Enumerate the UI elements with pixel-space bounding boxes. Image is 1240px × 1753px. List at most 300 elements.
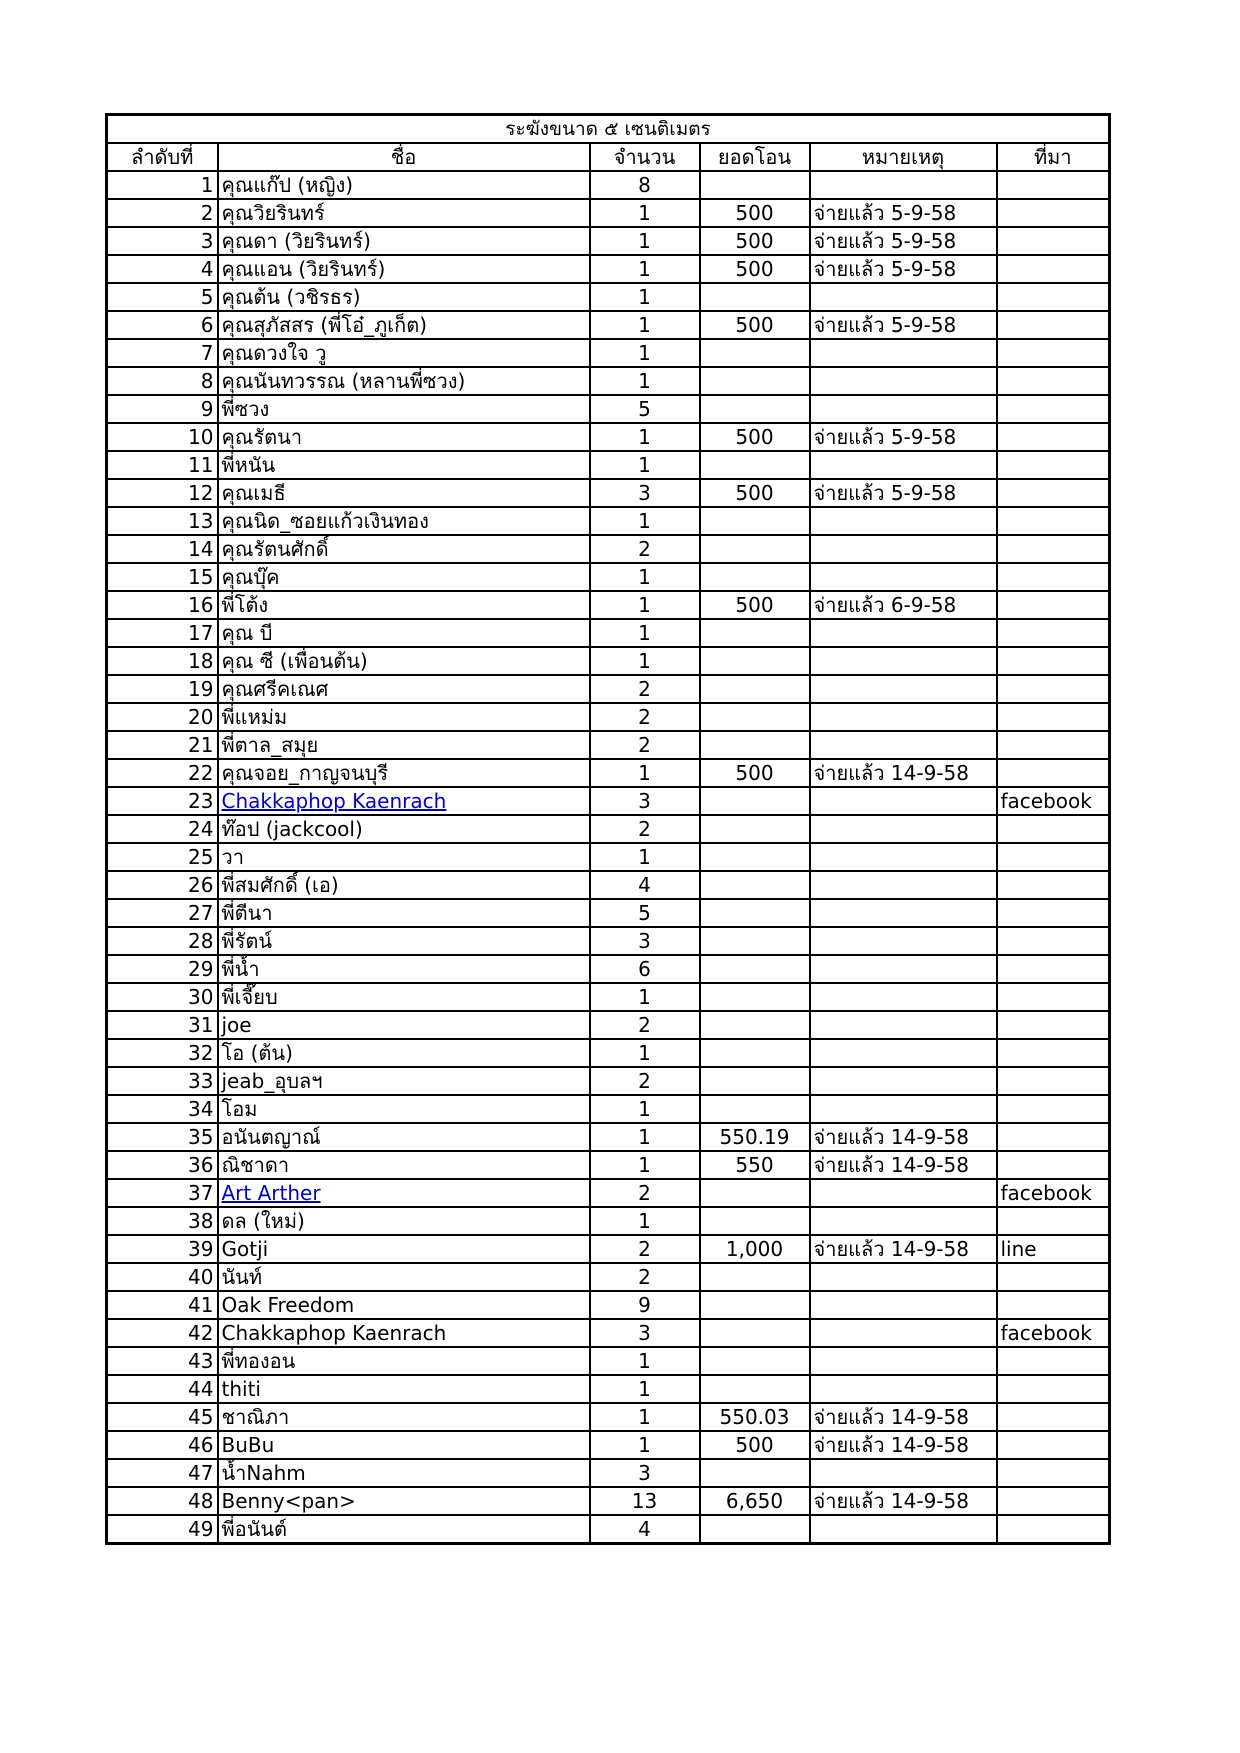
cell-source xyxy=(997,451,1110,479)
cell-note xyxy=(810,1347,997,1375)
cell-name: คุณสุภัสสร (พี่โอ๋_ภูเก็ต) xyxy=(218,311,590,339)
cell-name: joe xyxy=(218,1011,590,1039)
cell-source xyxy=(997,1039,1110,1067)
cell-note: จ่ายแล้ว 5-9-58 xyxy=(810,311,997,339)
cell-amount xyxy=(700,339,810,367)
cell-no: 13 xyxy=(107,507,218,535)
cell-qty: 9 xyxy=(590,1291,700,1319)
cell-source xyxy=(997,899,1110,927)
cell-qty: 1 xyxy=(590,563,700,591)
cell-amount: 500 xyxy=(700,227,810,255)
cell-source xyxy=(997,507,1110,535)
column-header-no: ลำดับที่ xyxy=(107,143,218,171)
cell-qty: 2 xyxy=(590,535,700,563)
table-row xyxy=(107,283,1110,311)
order-table xyxy=(105,113,1111,1545)
cell-source xyxy=(997,563,1110,591)
cell-source xyxy=(997,591,1110,619)
table-row xyxy=(107,1347,1110,1375)
cell-no: 33 xyxy=(107,1067,218,1095)
cell-amount xyxy=(700,451,810,479)
cell-amount xyxy=(700,1039,810,1067)
cell-no: 2 xyxy=(107,199,218,227)
cell-no: 4 xyxy=(107,255,218,283)
cell-qty: 1 xyxy=(590,1039,700,1067)
cell-note xyxy=(810,703,997,731)
cell-name: คุณบุ๊ค xyxy=(218,563,590,591)
cell-source xyxy=(997,1291,1110,1319)
cell-source xyxy=(997,171,1110,199)
cell-amount: 500 xyxy=(700,255,810,283)
cell-qty: 2 xyxy=(590,1179,700,1207)
cell-source xyxy=(997,675,1110,703)
cell-source xyxy=(997,535,1110,563)
table-row xyxy=(107,927,1110,955)
cell-note: จ่ายแล้ว 5-9-58 xyxy=(810,423,997,451)
cell-no: 5 xyxy=(107,283,218,311)
cell-source xyxy=(997,731,1110,759)
table-row xyxy=(107,1487,1110,1515)
cell-no: 16 xyxy=(107,591,218,619)
cell-qty: 5 xyxy=(590,395,700,423)
cell-qty: 1 xyxy=(590,423,700,451)
cell-amount xyxy=(700,367,810,395)
cell-no: 37 xyxy=(107,1179,218,1207)
cell-no: 40 xyxy=(107,1263,218,1291)
cell-note xyxy=(810,563,997,591)
cell-amount xyxy=(700,843,810,871)
column-header-qty: จำนวน xyxy=(590,143,700,171)
cell-no: 27 xyxy=(107,899,218,927)
table-row xyxy=(107,507,1110,535)
cell-note xyxy=(810,1263,997,1291)
cell-amount: 500 xyxy=(700,1431,810,1459)
cell-no: 47 xyxy=(107,1459,218,1487)
cell-amount xyxy=(700,507,810,535)
cell-no: 6 xyxy=(107,311,218,339)
cell-qty: 1 xyxy=(590,339,700,367)
cell-note xyxy=(810,787,997,815)
cell-source: facebook xyxy=(997,1319,1110,1347)
table-row xyxy=(107,479,1110,507)
cell-no: 8 xyxy=(107,367,218,395)
cell-note xyxy=(810,367,997,395)
table-row xyxy=(107,871,1110,899)
table-row xyxy=(107,451,1110,479)
cell-amount xyxy=(700,675,810,703)
table-row xyxy=(107,1459,1110,1487)
table-row xyxy=(107,703,1110,731)
cell-qty: 1 xyxy=(590,1151,700,1179)
cell-no: 26 xyxy=(107,871,218,899)
cell-source xyxy=(997,1011,1110,1039)
cell-amount xyxy=(700,563,810,591)
cell-no: 48 xyxy=(107,1487,218,1515)
cell-name: ชาณิภา xyxy=(218,1403,590,1431)
cell-no: 38 xyxy=(107,1207,218,1235)
cell-qty: 3 xyxy=(590,479,700,507)
cell-amount xyxy=(700,1095,810,1123)
cell-no: 3 xyxy=(107,227,218,255)
column-header-note: หมายเหตุ xyxy=(810,143,997,171)
cell-name: พี่น้ำ xyxy=(218,955,590,983)
name-link[interactable]: Chakkaphop Kaenrach xyxy=(221,789,447,813)
cell-amount: 500 xyxy=(700,199,810,227)
cell-no: 1 xyxy=(107,171,218,199)
cell-no: 30 xyxy=(107,983,218,1011)
table-row xyxy=(107,1291,1110,1319)
cell-amount xyxy=(700,1179,810,1207)
table-row xyxy=(107,619,1110,647)
table-row xyxy=(107,787,1110,815)
cell-source xyxy=(997,423,1110,451)
cell-amount: 1,000 xyxy=(700,1235,810,1263)
cell-note xyxy=(810,1039,997,1067)
table-row xyxy=(107,815,1110,843)
cell-note xyxy=(810,171,997,199)
cell-qty: 1 xyxy=(590,255,700,283)
cell-note xyxy=(810,1207,997,1235)
cell-name: คุณดวงใจ วู xyxy=(218,339,590,367)
cell-source xyxy=(997,1431,1110,1459)
cell-note xyxy=(810,1459,997,1487)
cell-amount xyxy=(700,1515,810,1544)
table-row xyxy=(107,227,1110,255)
cell-source xyxy=(997,1123,1110,1151)
cell-amount xyxy=(700,283,810,311)
cell-name: คุณแก๊ป (หญิง) xyxy=(218,171,590,199)
cell-name: พี่อนันต์ xyxy=(218,1515,590,1544)
cell-source: facebook xyxy=(997,787,1110,815)
cell-source xyxy=(997,1375,1110,1403)
cell-note xyxy=(810,535,997,563)
name-link[interactable]: Art Arther xyxy=(221,1181,321,1205)
cell-no: 49 xyxy=(107,1515,218,1544)
cell-source xyxy=(997,227,1110,255)
cell-qty: 1 xyxy=(590,983,700,1011)
cell-qty: 2 xyxy=(590,1263,700,1291)
cell-name: วา xyxy=(218,843,590,871)
cell-no: 23 xyxy=(107,787,218,815)
cell-source xyxy=(997,311,1110,339)
cell-name: คุณนันทวรรณ (หลานพี่ซวง) xyxy=(218,367,590,395)
cell-no: 44 xyxy=(107,1375,218,1403)
cell-qty: 1 xyxy=(590,1347,700,1375)
cell-amount: 500 xyxy=(700,479,810,507)
table-row xyxy=(107,1319,1110,1347)
cell-amount xyxy=(700,1011,810,1039)
cell-note xyxy=(810,647,997,675)
cell-qty: 4 xyxy=(590,871,700,899)
table-row xyxy=(107,1179,1110,1207)
cell-source xyxy=(997,339,1110,367)
table-title: ระฆังขนาด ๕ เซนติเมตร xyxy=(107,115,1110,144)
cell-amount xyxy=(700,1263,810,1291)
cell-name: โอ (ต้น) xyxy=(218,1039,590,1067)
cell-note xyxy=(810,507,997,535)
cell-amount xyxy=(700,395,810,423)
cell-source xyxy=(997,1487,1110,1515)
cell-qty: 1 xyxy=(590,507,700,535)
cell-no: 45 xyxy=(107,1403,218,1431)
table-row xyxy=(107,1123,1110,1151)
cell-name: โอม xyxy=(218,1095,590,1123)
cell-name: คุณวิยรินทร์ xyxy=(218,199,590,227)
cell-qty: 1 xyxy=(590,451,700,479)
cell-qty: 5 xyxy=(590,899,700,927)
cell-name: คุณศรีคเณศ xyxy=(218,675,590,703)
cell-name: คุณรัตนศักดิ์ xyxy=(218,535,590,563)
table-row xyxy=(107,1151,1110,1179)
cell-qty: 1 xyxy=(590,1375,700,1403)
cell-source xyxy=(997,815,1110,843)
cell-amount xyxy=(700,731,810,759)
cell-note xyxy=(810,1067,997,1095)
cell-qty: 8 xyxy=(590,171,700,199)
cell-name: คุณ บี xyxy=(218,619,590,647)
cell-source xyxy=(997,871,1110,899)
cell-qty: 2 xyxy=(590,1011,700,1039)
cell-source xyxy=(997,1347,1110,1375)
cell-qty: 1 xyxy=(590,283,700,311)
cell-qty: 6 xyxy=(590,955,700,983)
table-row xyxy=(107,983,1110,1011)
cell-amount xyxy=(700,535,810,563)
cell-name: Oak Freedom xyxy=(218,1291,590,1319)
cell-amount xyxy=(700,1459,810,1487)
cell-source xyxy=(997,927,1110,955)
cell-amount xyxy=(700,1347,810,1375)
cell-name xyxy=(218,787,590,815)
cell-note xyxy=(810,843,997,871)
table-row xyxy=(107,1375,1110,1403)
cell-note xyxy=(810,675,997,703)
cell-amount xyxy=(700,815,810,843)
cell-source xyxy=(997,703,1110,731)
cell-qty: 2 xyxy=(590,1067,700,1095)
table-row xyxy=(107,339,1110,367)
table-row xyxy=(107,1067,1110,1095)
cell-note xyxy=(810,1011,997,1039)
cell-note xyxy=(810,955,997,983)
cell-name: พี่หนัน xyxy=(218,451,590,479)
cell-no: 20 xyxy=(107,703,218,731)
title-row xyxy=(107,115,1110,144)
cell-qty: 2 xyxy=(590,815,700,843)
cell-amount xyxy=(700,787,810,815)
cell-no: 24 xyxy=(107,815,218,843)
cell-no: 35 xyxy=(107,1123,218,1151)
cell-amount: 500 xyxy=(700,759,810,787)
cell-amount xyxy=(700,927,810,955)
cell-note xyxy=(810,1291,997,1319)
cell-qty: 1 xyxy=(590,227,700,255)
cell-name: พี่ตาล_สมุย xyxy=(218,731,590,759)
cell-name: น้ำNahm xyxy=(218,1459,590,1487)
table-row xyxy=(107,535,1110,563)
cell-amount: 550.19 xyxy=(700,1123,810,1151)
cell-qty: 2 xyxy=(590,675,700,703)
cell-no: 10 xyxy=(107,423,218,451)
cell-name: พี่สมศักดิ์ (เอ) xyxy=(218,871,590,899)
table-row xyxy=(107,955,1110,983)
cell-qty: 1 xyxy=(590,199,700,227)
cell-source: facebook xyxy=(997,1179,1110,1207)
cell-amount xyxy=(700,619,810,647)
cell-source xyxy=(997,619,1110,647)
cell-name: นันท์ xyxy=(218,1263,590,1291)
table-row xyxy=(107,731,1110,759)
cell-name: คุณแอน (วิยรินทร์) xyxy=(218,255,590,283)
cell-amount xyxy=(700,899,810,927)
cell-note: จ่ายแล้ว 5-9-58 xyxy=(810,255,997,283)
cell-name: คุณจอย_กาญจนบุรี xyxy=(218,759,590,787)
cell-note xyxy=(810,731,997,759)
cell-name: พี่โต้ง xyxy=(218,591,590,619)
cell-note xyxy=(810,983,997,1011)
cell-source xyxy=(997,647,1110,675)
cell-no: 17 xyxy=(107,619,218,647)
cell-amount xyxy=(700,1207,810,1235)
table-row xyxy=(107,1515,1110,1544)
cell-no: 12 xyxy=(107,479,218,507)
cell-note: จ่ายแล้ว 6-9-58 xyxy=(810,591,997,619)
cell-name: BuBu xyxy=(218,1431,590,1459)
table-row xyxy=(107,367,1110,395)
cell-name: คุณ ซี (เพื่อนต้น) xyxy=(218,647,590,675)
cell-amount xyxy=(700,1319,810,1347)
cell-name: ท๊อป (jackcool) xyxy=(218,815,590,843)
cell-source xyxy=(997,1263,1110,1291)
cell-amount: 6,650 xyxy=(700,1487,810,1515)
cell-source xyxy=(997,955,1110,983)
table-row xyxy=(107,423,1110,451)
cell-amount: 550.03 xyxy=(700,1403,810,1431)
header-row xyxy=(107,143,1110,171)
cell-name: Gotji xyxy=(218,1235,590,1263)
table-row xyxy=(107,843,1110,871)
cell-source xyxy=(997,1459,1110,1487)
cell-source xyxy=(997,983,1110,1011)
cell-source xyxy=(997,1151,1110,1179)
cell-note xyxy=(810,283,997,311)
cell-qty: 1 xyxy=(590,1095,700,1123)
cell-no: 46 xyxy=(107,1431,218,1459)
column-header-name: ชื่อ xyxy=(218,143,590,171)
cell-name: ดล (ใหม่) xyxy=(218,1207,590,1235)
table-row xyxy=(107,1207,1110,1235)
cell-name: คุณต้น (วชิรธร) xyxy=(218,283,590,311)
cell-source xyxy=(997,1515,1110,1544)
cell-note: จ่ายแล้ว 14-9-58 xyxy=(810,1235,997,1263)
cell-note: จ่ายแล้ว 14-9-58 xyxy=(810,1151,997,1179)
cell-no: 9 xyxy=(107,395,218,423)
cell-amount: 500 xyxy=(700,423,810,451)
cell-source xyxy=(997,479,1110,507)
column-header-amount: ยอดโอน xyxy=(700,143,810,171)
cell-amount: 500 xyxy=(700,311,810,339)
table-row xyxy=(107,1095,1110,1123)
cell-name: Benny<pan> xyxy=(218,1487,590,1515)
cell-source xyxy=(997,1095,1110,1123)
cell-qty: 3 xyxy=(590,787,700,815)
cell-qty: 1 xyxy=(590,367,700,395)
cell-no: 43 xyxy=(107,1347,218,1375)
cell-qty: 1 xyxy=(590,1207,700,1235)
cell-note xyxy=(810,815,997,843)
cell-note xyxy=(810,927,997,955)
cell-note: จ่ายแล้ว 5-9-58 xyxy=(810,227,997,255)
table-row xyxy=(107,311,1110,339)
cell-name: jeab_อุบลฯ xyxy=(218,1067,590,1095)
cell-name: พี่ซวง xyxy=(218,395,590,423)
cell-qty: 2 xyxy=(590,731,700,759)
cell-name: thiti xyxy=(218,1375,590,1403)
cell-note xyxy=(810,619,997,647)
table-row xyxy=(107,1235,1110,1263)
cell-qty: 2 xyxy=(590,1235,700,1263)
cell-no: 25 xyxy=(107,843,218,871)
cell-qty: 3 xyxy=(590,1459,700,1487)
cell-qty: 1 xyxy=(590,311,700,339)
cell-source xyxy=(997,843,1110,871)
cell-no: 28 xyxy=(107,927,218,955)
cell-name: Chakkaphop Kaenrach xyxy=(218,1319,590,1347)
cell-qty: 2 xyxy=(590,703,700,731)
cell-note xyxy=(810,1095,997,1123)
cell-name: คุณนิด_ซอยแก้วเงินทอง xyxy=(218,507,590,535)
cell-note: จ่ายแล้ว 14-9-58 xyxy=(810,1123,997,1151)
cell-no: 32 xyxy=(107,1039,218,1067)
table-row xyxy=(107,647,1110,675)
cell-amount xyxy=(700,1375,810,1403)
cell-name xyxy=(218,1179,590,1207)
cell-no: 15 xyxy=(107,563,218,591)
cell-source xyxy=(997,199,1110,227)
cell-name: พี่แหม่ม xyxy=(218,703,590,731)
cell-name: คุณดา (วิยรินทร์) xyxy=(218,227,590,255)
cell-name: พี่รัตน์ xyxy=(218,927,590,955)
cell-source xyxy=(997,367,1110,395)
table-row xyxy=(107,563,1110,591)
cell-note xyxy=(810,339,997,367)
cell-name: อนันตญาณ์ xyxy=(218,1123,590,1151)
cell-qty: 3 xyxy=(590,1319,700,1347)
table-row xyxy=(107,171,1110,199)
table-row xyxy=(107,899,1110,927)
cell-amount: 550 xyxy=(700,1151,810,1179)
cell-note xyxy=(810,1515,997,1544)
table-row xyxy=(107,1039,1110,1067)
cell-no: 36 xyxy=(107,1151,218,1179)
cell-amount xyxy=(700,983,810,1011)
cell-amount xyxy=(700,955,810,983)
cell-no: 41 xyxy=(107,1291,218,1319)
table-row xyxy=(107,759,1110,787)
column-header-source: ที่มา xyxy=(997,143,1110,171)
cell-qty: 4 xyxy=(590,1515,700,1544)
cell-qty: 1 xyxy=(590,1403,700,1431)
cell-amount xyxy=(700,171,810,199)
cell-qty: 1 xyxy=(590,647,700,675)
cell-note xyxy=(810,899,997,927)
table-row xyxy=(107,1011,1110,1039)
cell-no: 22 xyxy=(107,759,218,787)
table-row xyxy=(107,675,1110,703)
cell-name: คุณเมธี xyxy=(218,479,590,507)
cell-note: จ่ายแล้ว 14-9-58 xyxy=(810,1431,997,1459)
cell-no: 31 xyxy=(107,1011,218,1039)
